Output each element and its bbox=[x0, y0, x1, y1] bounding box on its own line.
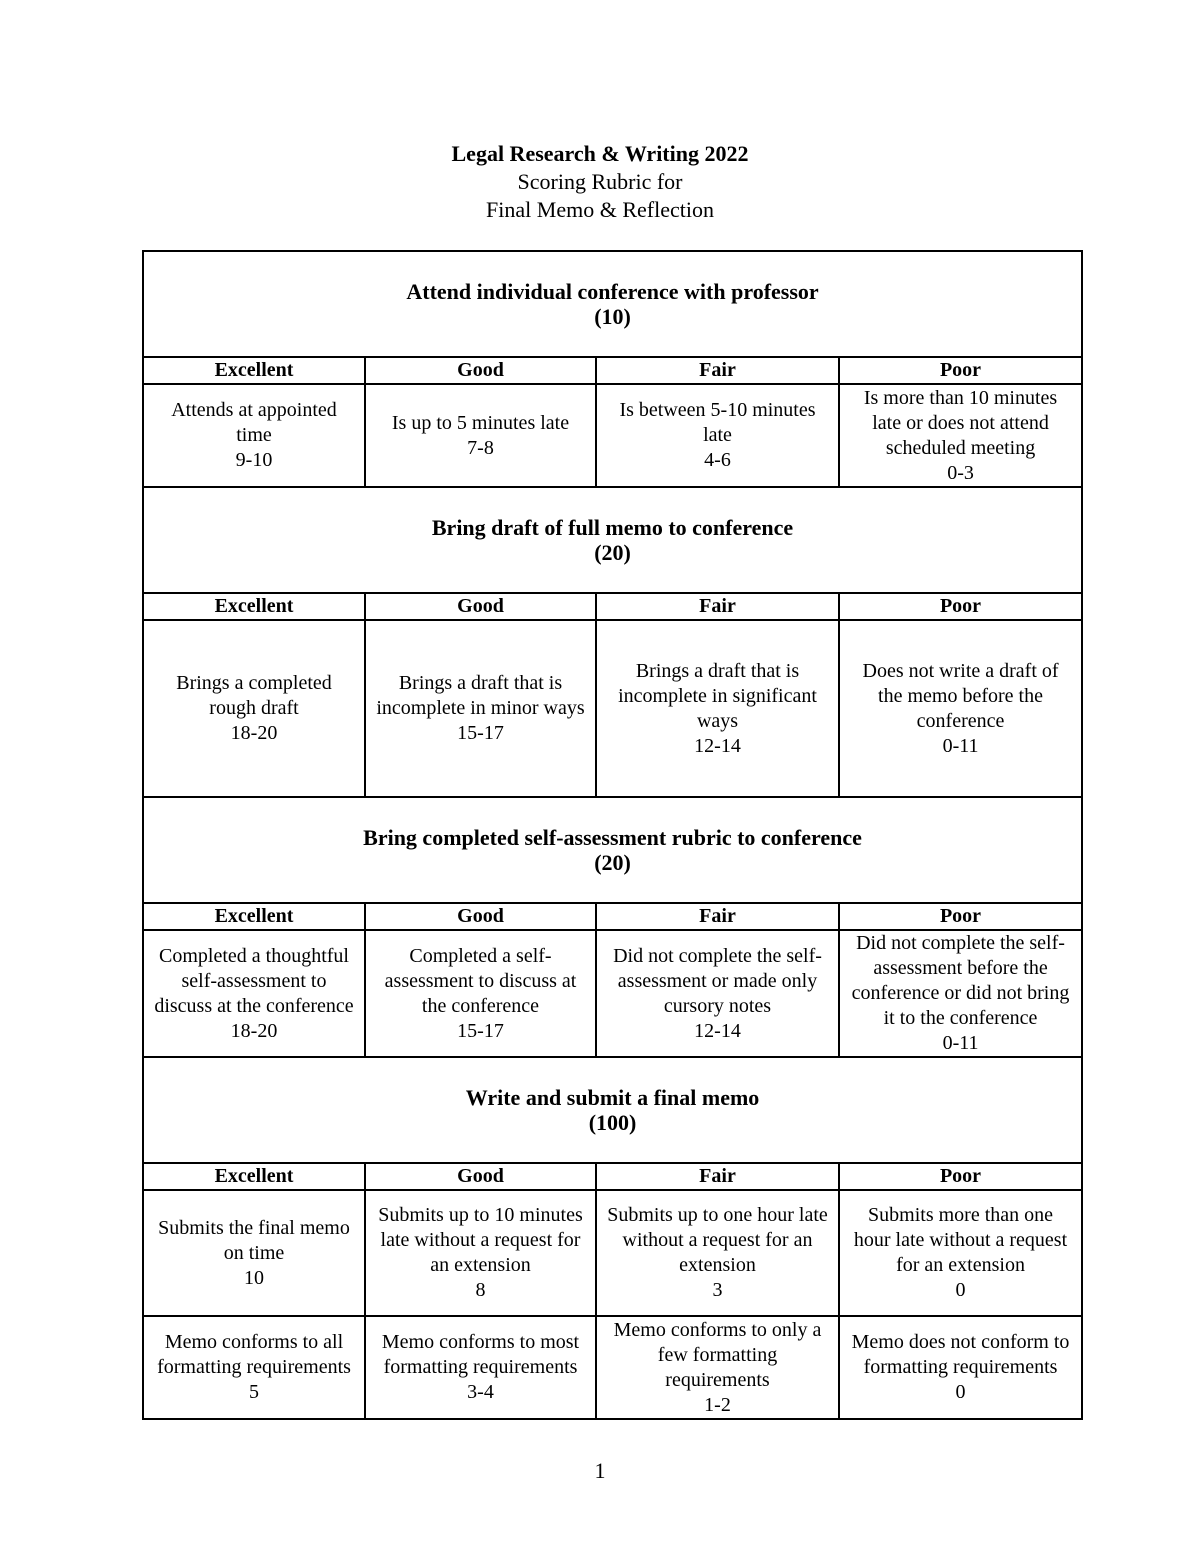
cell-score: 0-3 bbox=[947, 461, 974, 484]
cell-description: Did not complete the self-assessment or made only cursory notes bbox=[613, 944, 822, 1017]
level-header-row bbox=[143, 903, 1082, 930]
level-header: Excellent bbox=[143, 1163, 365, 1190]
cell-description: Did not complete the self-assessment before the conference or did not bring it to the conference bbox=[851, 932, 1070, 1029]
cell-description: Submits more than one hour late without a request for an extension bbox=[853, 1204, 1068, 1276]
cell-description: Memo conforms to only a few formatting requirements bbox=[613, 1318, 822, 1391]
rubric-row bbox=[143, 1316, 1082, 1419]
criterion-row bbox=[143, 487, 1082, 593]
cell-score: 7-8 bbox=[467, 436, 494, 459]
level-header: Fair bbox=[596, 903, 839, 930]
criterion-row bbox=[143, 251, 1082, 357]
cell-description: Memo conforms to most formatting requirements bbox=[381, 1331, 580, 1378]
rubric-cell bbox=[839, 930, 1082, 1057]
cell-score: 10 bbox=[244, 1266, 264, 1289]
level-header: Good bbox=[365, 357, 596, 384]
cell-score: 1-2 bbox=[704, 1393, 731, 1416]
criterion-title: Bring draft of full memo to conference bbox=[431, 515, 794, 540]
criterion-cell bbox=[143, 251, 1082, 357]
cell-description: Attends at appointed time bbox=[171, 399, 337, 446]
level-header: Poor bbox=[839, 357, 1082, 384]
rubric-cell bbox=[143, 930, 365, 1057]
criterion-row bbox=[143, 1057, 1082, 1163]
rubric-cell bbox=[596, 1190, 839, 1316]
document-subtitle-2: Final Memo & Reflection bbox=[486, 197, 714, 222]
document-subtitle: Scoring Rubric for bbox=[517, 169, 683, 194]
cell-description: Does not write a draft of the memo before the conference bbox=[862, 659, 1059, 732]
cell-score: 4-6 bbox=[704, 449, 731, 471]
level-header: Good bbox=[365, 903, 596, 930]
cell-description: Submits the final memo on time bbox=[158, 1216, 350, 1264]
cell-description: Submits up to one hour late without a request for an extension bbox=[607, 1204, 828, 1276]
level-header: Good bbox=[365, 1163, 596, 1190]
level-header: Good bbox=[365, 593, 596, 620]
rubric-cell bbox=[839, 384, 1082, 487]
level-header: Fair bbox=[596, 357, 839, 384]
criterion-points: (20) bbox=[594, 540, 631, 565]
cell-score: 18-20 bbox=[230, 722, 278, 744]
cell-score: 3 bbox=[712, 1279, 723, 1301]
rubric-cell bbox=[839, 1316, 1082, 1419]
cell-score: 12-14 bbox=[694, 1019, 741, 1042]
level-header: Poor bbox=[839, 593, 1082, 620]
cell-score: 0 bbox=[955, 1279, 966, 1301]
rubric-cell bbox=[143, 1190, 365, 1316]
cell-score: 0 bbox=[955, 1381, 966, 1403]
level-header: Excellent bbox=[143, 593, 365, 620]
rubric-cell bbox=[596, 1316, 839, 1419]
cell-description: Completed a thoughtful self-assessment to discuss at the conference bbox=[154, 944, 354, 1017]
cell-score: 15-17 bbox=[457, 722, 504, 744]
cell-description: Memo does not conform to formatting requirements bbox=[851, 1331, 1070, 1378]
level-header: Fair bbox=[596, 593, 839, 620]
rubric-cell bbox=[596, 384, 839, 487]
rubric-cell bbox=[365, 1190, 596, 1316]
rubric-cell bbox=[596, 930, 839, 1057]
rubric-cell bbox=[143, 620, 365, 797]
cell-description: Is between 5-10 minutes late bbox=[619, 399, 816, 446]
criterion-points: (20) bbox=[594, 850, 631, 875]
rubric-cell bbox=[596, 620, 839, 797]
criterion-points: (100) bbox=[588, 1110, 637, 1135]
cell-description: Brings a completed rough draft bbox=[176, 672, 332, 719]
rubric-cell bbox=[365, 620, 596, 797]
cell-score: 5 bbox=[249, 1381, 259, 1403]
level-header: Poor bbox=[839, 903, 1082, 930]
level-header-row bbox=[143, 357, 1082, 384]
rubric-cell bbox=[839, 1190, 1082, 1316]
rubric-cell bbox=[143, 384, 365, 487]
criterion-cell bbox=[143, 487, 1082, 593]
rubric-cell bbox=[365, 930, 596, 1057]
rubric-row bbox=[143, 384, 1082, 487]
cell-score: 9-10 bbox=[235, 449, 273, 471]
cell-score: 8 bbox=[475, 1279, 486, 1301]
cell-description: Brings a draft that is incomplete in significant ways bbox=[618, 659, 817, 732]
rubric-cell bbox=[365, 1316, 596, 1419]
cell-score: 3-4 bbox=[467, 1381, 494, 1403]
cell-description: Submits up to 10 minutes late without a request for an extension bbox=[378, 1204, 583, 1276]
cell-score: 18-20 bbox=[230, 1019, 278, 1042]
document-header bbox=[0, 140, 1200, 224]
criterion-row bbox=[143, 797, 1082, 903]
rubric-row bbox=[143, 620, 1082, 797]
cell-score: 12-14 bbox=[694, 734, 741, 757]
level-header: Excellent bbox=[143, 357, 365, 384]
rubric-cell bbox=[839, 620, 1082, 797]
rubric-row bbox=[143, 1190, 1082, 1316]
document-title: Legal Research & Writing 2022 bbox=[451, 141, 749, 166]
cell-description: Brings a draft that is incomplete in minor ways bbox=[376, 672, 585, 719]
level-header: Poor bbox=[839, 1163, 1082, 1190]
level-header: Fair bbox=[596, 1163, 839, 1190]
criterion-title: Attend individual conference with professor bbox=[406, 279, 819, 304]
cell-description: Completed a self-assessment to discuss at the conference bbox=[384, 944, 577, 1017]
rubric-table bbox=[142, 250, 1083, 1420]
rubric-cell bbox=[143, 1316, 365, 1419]
level-header-row bbox=[143, 593, 1082, 620]
criterion-points: (10) bbox=[594, 304, 631, 329]
criterion-cell bbox=[143, 797, 1082, 903]
rubric-cell bbox=[365, 384, 596, 487]
cell-description: Is up to 5 minutes late bbox=[391, 411, 570, 434]
cell-description: Memo conforms to all formatting requirements bbox=[157, 1331, 351, 1378]
cell-score: 0-11 bbox=[942, 1032, 979, 1054]
level-header-row bbox=[143, 1163, 1082, 1190]
criterion-title: Write and submit a final memo bbox=[465, 1085, 760, 1110]
level-header: Excellent bbox=[143, 903, 365, 930]
criterion-cell bbox=[143, 1057, 1082, 1163]
cell-description: Is more than 10 minutes late or does not attend scheduled meeting bbox=[863, 386, 1058, 459]
page-number: 1 bbox=[594, 1458, 606, 1483]
cell-score: 0-11 bbox=[942, 734, 979, 757]
criterion-title: Bring completed self-assessment rubric to conference bbox=[363, 825, 862, 850]
cell-score: 15-17 bbox=[457, 1019, 504, 1042]
rubric-row bbox=[143, 930, 1082, 1057]
